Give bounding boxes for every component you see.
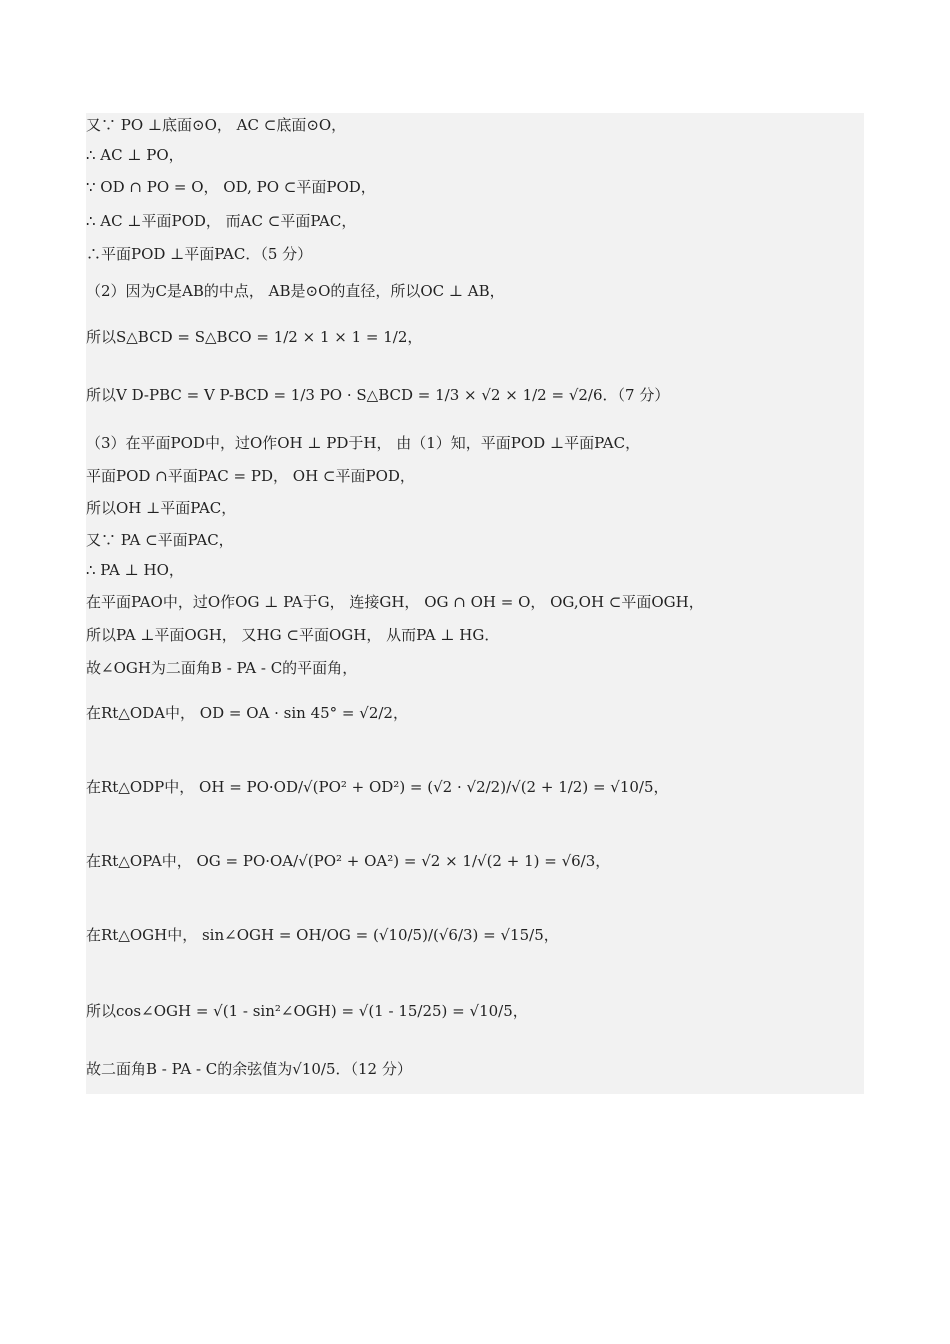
solution-line: 在Rt△ODP中， OH = PO·OD/√(PO² + OD²) = (√2 · √2/2)/√(2 + 1/2) = √10/5， (86, 778, 669, 796)
solution-line: （2）因为C是AB的中点， AB是⊙O的直径，所以OC ⊥ AB， (86, 282, 505, 300)
solution-line: 平面POD ∩平面PAC = PD， OH ⊂平面POD， (86, 467, 415, 485)
solution-line: 所以PA ⊥平面OGH， 又HG ⊂平面OGH， 从而PA ⊥ HG． (86, 626, 500, 644)
solution-line: 在平面PAO中，过O作OG ⊥ PA于G， 连接GH， OG ∩ OH = O， OG,OH ⊂平面OGH， (86, 593, 704, 611)
solution-line: 在Rt△OGH中， sin∠OGH = OH/OG = (√10/5)/(√6/3) = √15/5， (86, 926, 559, 944)
solution-line: （3）在平面POD中，过O作OH ⊥ PD于H， 由（1）知，平面POD ⊥平面PAC， (86, 434, 641, 452)
solution-line: 所以V D-PBC = V P-BCD = 1/3 PO · S△BCD = 1/3 × √2 × 1/2 = √2/6．（7 分） (86, 386, 670, 404)
solution-line: 在Rt△ODA中， OD = OA · sin 45° = √2/2， (86, 704, 408, 722)
solution-line: ∴ AC ⊥ PO， (86, 146, 184, 164)
solution-line: 故∠OGH为二面角B - PA - C的平面角， (86, 659, 358, 677)
solution-line: 在Rt△OPA中， OG = PO·OA/√(PO² + OA²) = √2 × 1/√(2 + 1) = √6/3， (86, 852, 611, 870)
solution-line: ∴ PA ⊥ HO， (86, 561, 184, 579)
solution-line: 所以OH ⊥平面PAC， (86, 499, 237, 517)
solution-line: 又∵ PO ⊥底面⊙O， AC ⊂底面⊙O， (86, 116, 347, 134)
solution-line: ∴ AC ⊥平面POD， 而AC ⊂平面PAC， (86, 212, 357, 230)
solution-line: 又∵ PA ⊂平面PAC， (86, 531, 234, 549)
solution-line: 所以cos∠OGH = √(1 - sin²∠OGH) = √(1 - 15/25) = √10/5， (86, 1002, 528, 1020)
solution-line: 所以S△BCD = S△BCO = 1/2 × 1 × 1 = 1/2， (86, 328, 423, 346)
solution-panel (86, 113, 864, 1094)
solution-line: ∵ OD ∩ PO = O， OD, PO ⊂平面POD， (86, 178, 376, 196)
solution-line: ∴平面POD ⊥平面PAC．（5 分） (86, 245, 313, 263)
solution-line: 故二面角B - PA - C的余弦值为√10/5．（12 分） (86, 1060, 412, 1078)
